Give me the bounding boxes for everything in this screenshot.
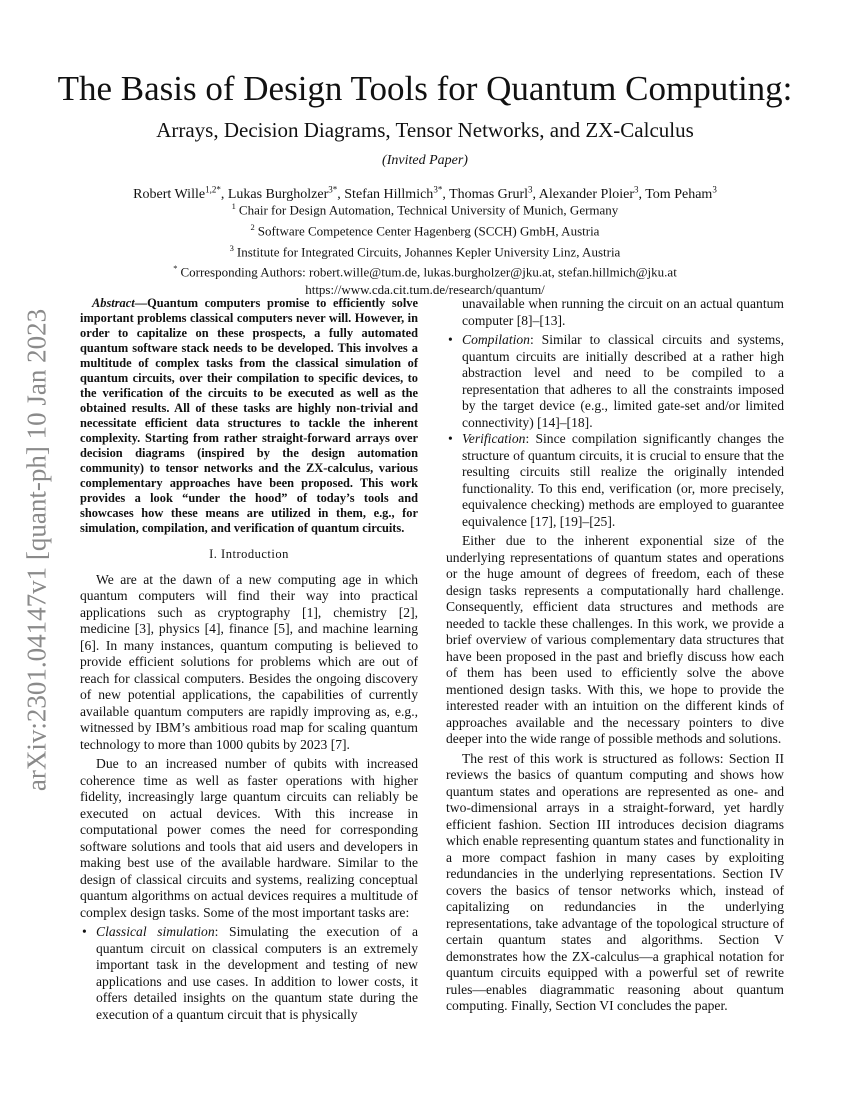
bullet-icon: • (448, 431, 453, 446)
list-item: • Compilation: Similar to classical circuits and systems, quantum circuits are initially described at a rather high abstraction level and need to be compiled to a representation that adheres to all the constraints imposed by the target device (e.g., limited gate-set and/or limited connectivity) [14]–[18]. (448, 332, 784, 430)
section-heading: I. Introduction (209, 547, 289, 561)
abstract (80, 296, 418, 536)
task-list (80, 924, 418, 1023)
corresponding-authors: * Corresponding Authors: robert.wille@tum.de, lukas.burgholzer@jku.at, stefan.hillmich@jku.at (173, 263, 677, 280)
paper-title: The Basis of Design Tools for Quantum Computing: (57, 69, 793, 108)
author: Alexander Ploier$^3$, (538, 184, 646, 202)
arxiv-stamp-text: arXiv:2301.04147v1 [quant-ph] 10 Jan 2023 (21, 308, 52, 792)
paragraph: Either due to the inherent exponential size of the underlying representations of quantum states and operations or the huge amount of degrees of freedom, each of these design tasks represents a computationally hard challenge. Consequently, efficient data structures and methods are needed to tackle these challenges. In this work, we provide a brief overview of various complementary data structures that have been proposed in the past and briefly discuss how each of them has been used to efficiently solve the above mentioned design tasks. With this, we hope to provide the interested reader with an intuition on the different kinds of approaches available and the necessary pointers to dive deeper into the wide range of possible methods and solutions. (446, 533, 784, 746)
affiliation-list (0, 198, 850, 299)
author: Stefan Hillmich$^{3*}$, (344, 184, 450, 202)
arxiv-stamp (22, 290, 52, 810)
left-column (80, 296, 418, 1026)
bullet-icon: • (82, 924, 87, 939)
task-list (446, 332, 784, 530)
bullet-continuation: unavailable when running the circuit on an actual quantum computer [8]–[13]. (462, 296, 784, 328)
author: Lukas Burgholzer$^{3*}$, (227, 184, 345, 202)
author: Tom Peham$^3$ (645, 184, 717, 202)
paragraph: We are at the dawn of a new computing age in which quantum computers will find their way into practical applications such as cryptography [1], chemistry [2], medicine [3], physics [4], finance [5], and machine learning [6]. In many instances, quantum computing is believed to provide efficient solutions for problems which are out of reach for classical computers. Besides the ongoing discovery of new potential applications, the capabilities of currently available quantum computers are rapidly improving as, e.g., witnessed by IBM’s ambitious road map for scaling quantum technology to more than 1000 qubits by 2023 [7]. (80, 571, 418, 752)
invited-note: (Invited Paper) (382, 153, 468, 168)
affiliation: $^3$ Institute for Integrated Circuits, Johannes Kepler University Linz, Austria (229, 242, 621, 259)
author: Robert Wille$^{1,2*}$, (133, 184, 228, 202)
list-item: • Verification: Since compilation significantly changes the structure of quantum circuits, it is crucial to ensure that the resulting circuits still realize the originally intended functionality. To this end, verification (or, more precisely, equivalence checking) methods are employed to guarantee equivalence [17], [19]–[25]. (448, 431, 784, 529)
right-column (446, 296, 784, 1018)
affiliation: $^2$ Software Competence Center Hagenberg (SCCH) GmbH, Austria (250, 221, 600, 239)
bullet-icon: • (448, 332, 453, 347)
paragraph: The rest of this work is structured as follows: Section II reviews the basics of quantum computing and shows how quantum states and operations are represented as one- and two-dimensional arrays in a straight-forward, yet hardly efficient fashion. Section III introduces decision diagrams which enable representing quantum states and functionality in a more compact fashion in many cases by exploiting redundancies in the underlying representations. Section IV covers the basics of tensor networks which, instead of capitalizing on redundancies in the underlying representations, take advantage of the topological structure of certain quantum states and algorithms. Section V demonstrates how the ZX-calculus—a graphical notation for quantum circuits equipped with a powerful set of rewrite rules—enables diagrammatic reasoning about quantum computing. Finally, Section VI concludes the paper. (446, 750, 784, 1013)
paragraph: Due to an increased number of qubits with increased coherence time as well as faster operations with higher fidelity, increasingly large quantum circuits can reliably be executed on actual devices. With this increase in computational power comes the need for corresponding software solutions and tools that aid users and developers in making best use of the available hardware. Similar to the design of classical circuits and systems, realizing conceptual quantum algorithms on actual devices requires a multitude of complex design tasks. Some of the most important tasks are: (80, 756, 418, 920)
project-url[interactable]: https://www.cda.cit.tum.de/research/quantum/ (305, 282, 545, 298)
abstract-text: —Quantum computers promise to efficiently solve important problems classical computers never will. However, in order to capitalize on these prospects, a fully automated quantum software stack needs to be developed. This involves a multitude of complex tasks from the classical simulation of quantum circuits, over their compilation to specific devices, to the verification of the circuits to be executed as well as the obtained results. All of these tasks are highly non-trivial and necessitate efficient data structures to tackle the inherent complexity. Starting from rather straight-forward arrays over decision diagrams (inspired by the design automation community) to tensor networks and the ZX-calculus, various complementary approaches have been proposed. This work provides a look “under the hood” of today’s tools and showcases how these means are utilized in them, e.g., for simulation, compilation, and verification of quantum circuits. (80, 296, 418, 535)
paper-subtitle: Arrays, Decision Diagrams, Tensor Networks, and ZX-Calculus (156, 118, 694, 142)
author: Thomas Grurl$^3$, (449, 184, 539, 202)
affiliation: $^1$ Chair for Design Automation, Technical University of Munich, Germany (231, 201, 619, 218)
abstract-label: Abstract (92, 296, 135, 310)
list-item: • Classical simulation: Simulating the execution of a quantum circuit on classical computers is an extremely important task in the development and testing of new applications and use cases. In addition to lower costs, it offers detailed insights on the quantum state during the execution of a quantum circuit that is physically (82, 924, 419, 1022)
